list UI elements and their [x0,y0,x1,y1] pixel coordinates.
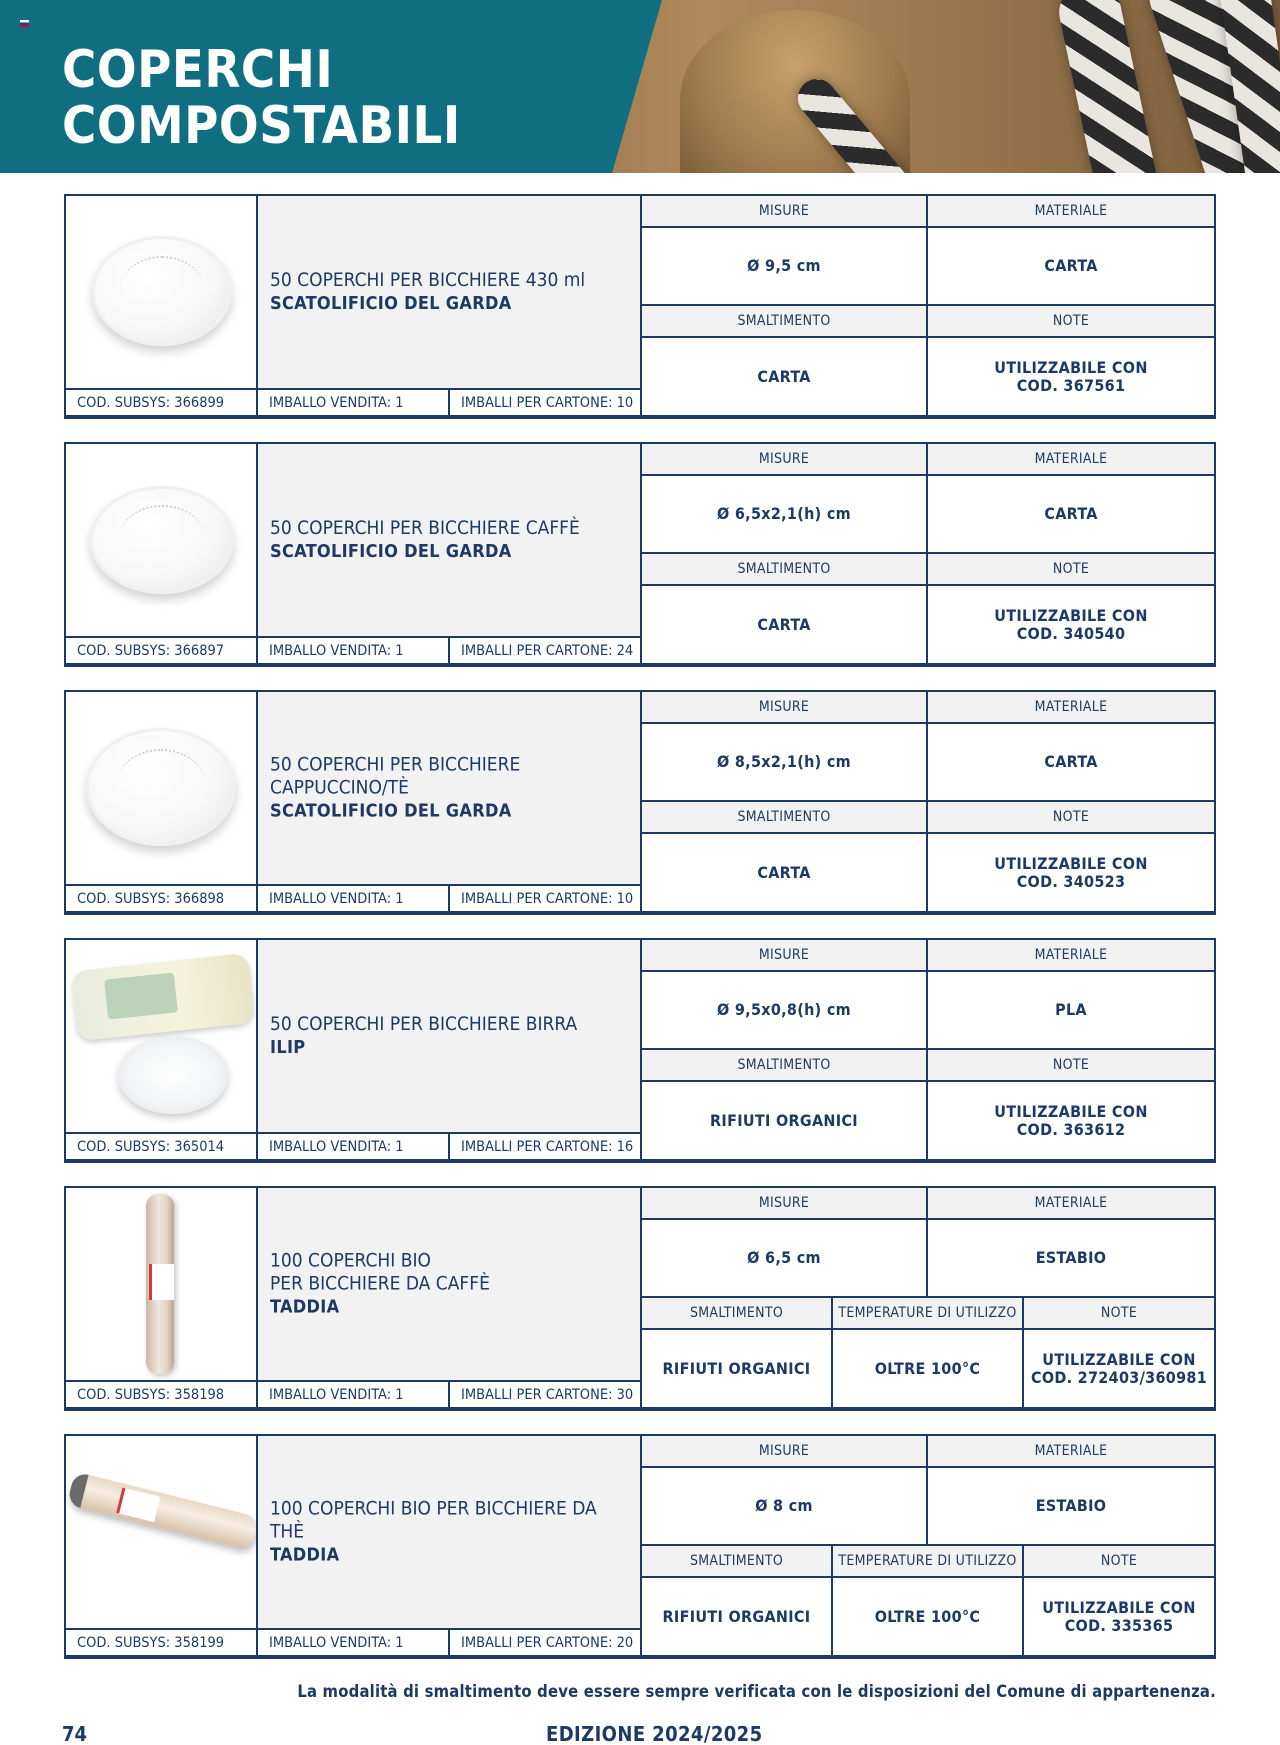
temperature-label: TEMPERATURE DI UTILIZZO [833,1298,1024,1328]
flag-icon [20,20,29,27]
product-codes-row [66,636,642,663]
disposal-footnote: La modalità di smaltimento deve essere sempre verificata con le disposizioni del Comune di appartenenza. [297,1682,1216,1701]
product-code: COD. SUBSYS: 365014 [66,1134,258,1159]
product-code: COD. SUBSYS: 358199 [66,1630,258,1655]
smaltimento-label: SMALTIMENTO [642,554,928,584]
product-brand: ILIP [270,1037,306,1058]
sale-pack: IMBALLO VENDITA: 1 [258,886,450,911]
spec-table [642,196,1214,415]
note-label: NOTE [1052,809,1090,825]
product-card [64,442,1216,667]
packs-per-carton: IMBALLI PER CARTONE: 20 [461,1634,634,1651]
spec-table [642,1188,1214,1407]
materiale-value: CARTA [1044,256,1098,275]
product-codes-row [66,1132,642,1159]
misure-label: MISURE [642,1188,928,1218]
packs-per-carton: IMBALLI PER CARTONE: 24 [461,642,634,659]
lid-tube-image [67,1472,258,1551]
product-title: 50 COPERCHI PER BICCHIERE CAFFÈ [270,517,580,539]
note-line1: UTILIZZABILE CON [1042,1349,1196,1369]
misure-value: Ø 6,5 cm [642,1220,928,1296]
product-code: COD. SUBSYS: 358198 [66,1382,258,1407]
sale-pack: IMBALLO VENDITA: 1 [258,638,450,663]
materiale-value: ESTABIO [1035,1496,1107,1515]
smaltimento-value: RIFIUTI ORGANICI [642,1330,833,1407]
smaltimento-label: SMALTIMENTO [642,1298,833,1328]
product-image [66,196,258,388]
misure-value: Ø 8 cm [642,1468,928,1544]
note-label: NOTE [1100,1553,1138,1569]
product-title: 100 COPERCHI BIO PER BICCHIERE DA CAFFÈ [270,1249,490,1295]
pack-label-image [104,972,178,1019]
materiale-value: ESTABIO [1035,1248,1107,1267]
paper-lid-image [90,486,234,594]
edition-label: EDIZIONE 2024/2025 [546,1722,763,1745]
packs-per-carton: IMBALLI PER CARTONE: 16 [461,1138,634,1155]
temperature-value: OLTRE 100°C [833,1330,1024,1407]
product-list [64,194,1216,1682]
product-card [64,1434,1216,1659]
misure-value: Ø 8,5x2,1(h) cm [642,724,928,800]
misure-label: MISURE [642,1436,928,1466]
product-description [258,444,642,636]
misure-label: MISURE [642,444,928,474]
smaltimento-label: SMALTIMENTO [642,306,928,336]
product-brand: SCATOLIFICIO DEL GARDA [270,800,512,822]
note-line1: UTILIZZABILE CON [994,1101,1148,1121]
temperature-label: TEMPERATURE DI UTILIZZO [833,1546,1024,1576]
product-code: COD. SUBSYS: 366897 [66,638,258,663]
note-line1: UTILIZZABILE CON [1042,1597,1196,1617]
misure-value: Ø 6,5x2,1(h) cm [642,476,928,552]
note-value [928,1082,1214,1159]
pla-lid-image [118,1036,228,1114]
sale-pack: IMBALLO VENDITA: 1 [258,1134,450,1159]
page-title-line2: COMPOSTABILI [62,96,461,156]
product-brand: SCATOLIFICIO DEL GARDA [270,293,512,314]
note-label: NOTE [1052,313,1090,329]
product-description [258,940,642,1132]
misure-label: MISURE [642,196,928,226]
smaltimento-value: RIFIUTI ORGANICI [642,1082,928,1159]
paper-lid-image [92,236,232,346]
page-number: 74 [62,1722,88,1745]
sale-pack: IMBALLO VENDITA: 1 [258,1630,450,1655]
product-card [64,1186,1216,1411]
packs-per-carton: IMBALLI PER CARTONE: 10 [461,394,634,411]
product-description [258,1188,642,1380]
note-value [928,338,1214,415]
note-line2: COD. 340540 [1016,623,1126,643]
misure-label: MISURE [642,692,928,722]
product-code: COD. SUBSYS: 366899 [66,390,258,415]
smaltimento-value: CARTA [642,338,928,415]
spec-table [642,444,1214,663]
product-codes-row [66,388,642,415]
misure-label: MISURE [642,940,928,970]
spec-table [642,692,1214,911]
packs-per-carton: IMBALLI PER CARTONE: 30 [461,1386,634,1403]
note-value [928,834,1214,911]
note-line1: UTILIZZABILE CON [994,605,1148,625]
sale-pack: IMBALLO VENDITA: 1 [258,1382,450,1407]
materiale-label: MATERIALE [1034,1195,1108,1211]
note-line2: COD. 340523 [1016,871,1126,891]
note-label: NOTE [1100,1305,1138,1321]
note-line2: COD. 367561 [1016,375,1126,395]
product-codes-row [66,884,642,911]
page-title-line1: COPERCHI [62,40,334,100]
lid-tube-image [146,1194,174,1374]
materiale-label: MATERIALE [1034,203,1108,219]
note-line2: COD. 272403/360981 [1030,1367,1208,1387]
product-title: 50 COPERCHI PER BICCHIERE BIRRA [270,1013,578,1035]
product-codes-row [66,1380,642,1407]
product-card [64,690,1216,915]
product-image [66,940,258,1132]
note-line2: COD. 335365 [1064,1615,1174,1635]
misure-value: Ø 9,5x0,8(h) cm [642,972,928,1048]
product-title: 100 COPERCHI BIO PER BICCHIERE DA THÈ [270,1497,597,1543]
product-title: 50 COPERCHI PER BICCHIERE 430 ml [270,269,586,291]
product-brand: TADDIA [270,1296,340,1318]
product-brand: TADDIA [270,1544,340,1566]
smaltimento-value: CARTA [642,586,928,663]
product-card [64,938,1216,1163]
note-line2: COD. 363612 [1016,1119,1126,1139]
materiale-value: PLA [1055,1000,1087,1019]
note-label: NOTE [1052,1057,1090,1073]
temperature-value: OLTRE 100°C [833,1578,1024,1655]
product-image [66,1188,258,1380]
product-description [258,1436,642,1628]
smaltimento-label: SMALTIMENTO [642,1050,928,1080]
page-title [62,42,582,154]
product-image [66,1436,258,1628]
note-line1: UTILIZZABILE CON [994,853,1148,873]
note-label: NOTE [1052,561,1090,577]
materiale-value: CARTA [1044,504,1098,523]
product-code: COD. SUBSYS: 366898 [66,886,258,911]
smaltimento-value: CARTA [642,834,928,911]
smaltimento-label: SMALTIMENTO [642,1546,833,1576]
materiale-value: CARTA [1044,752,1098,771]
materiale-label: MATERIALE [1034,451,1108,467]
product-image [66,692,258,884]
spec-table [642,940,1214,1159]
spec-table [642,1436,1214,1655]
smaltimento-label: SMALTIMENTO [642,802,928,832]
product-title: 50 COPERCHI PER BICCHIERE CAPPUCCINO/TÈ [270,753,521,799]
smaltimento-value: RIFIUTI ORGANICI [642,1578,833,1655]
misure-value: Ø 9,5 cm [642,228,928,304]
sale-pack: IMBALLO VENDITA: 1 [258,390,450,415]
product-description [258,196,642,388]
materiale-label: MATERIALE [1034,1443,1108,1459]
page-header [0,0,1280,173]
product-description [258,692,642,884]
product-image [66,444,258,636]
product-brand: SCATOLIFICIO DEL GARDA [270,541,512,562]
note-value [1024,1330,1214,1407]
materiale-label: MATERIALE [1034,699,1108,715]
product-card [64,194,1216,419]
paper-lid-image [86,728,236,846]
straw-image [1054,0,1169,173]
product-codes-row [66,1628,642,1655]
note-value [928,586,1214,663]
packs-per-carton: IMBALLI PER CARTONE: 10 [461,890,634,907]
materiale-label: MATERIALE [1034,947,1108,963]
note-value [1024,1578,1214,1655]
note-line1: UTILIZZABILE CON [994,357,1148,377]
